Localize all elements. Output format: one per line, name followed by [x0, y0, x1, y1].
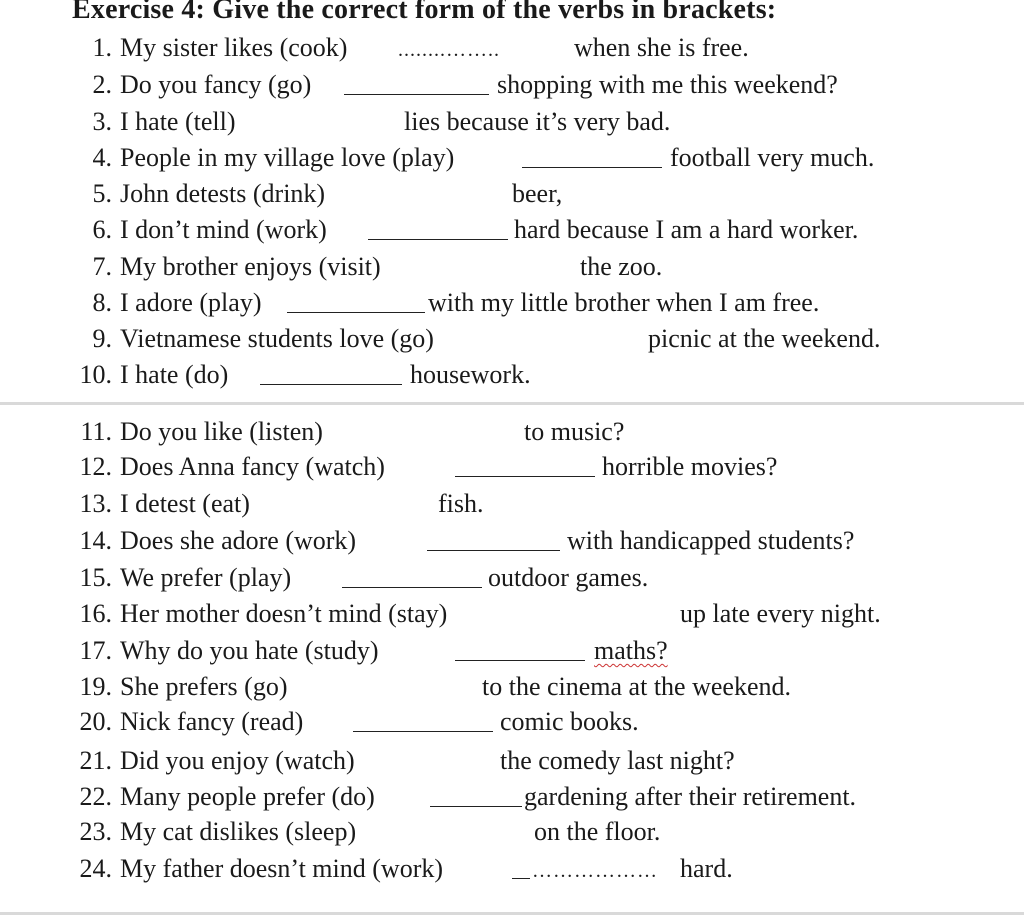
answer-blank[interactable] — [368, 213, 508, 240]
item-rest: hard because I am a hard worker. — [514, 215, 859, 244]
item-stem: People in my village love (play) — [120, 143, 455, 172]
item-number: 10. — [79, 360, 112, 389]
item-rest: fish. — [438, 489, 484, 518]
item-rest: housework. — [410, 360, 531, 389]
item-number: 22. — [79, 782, 112, 811]
item-rest: with handicapped students? — [567, 526, 855, 555]
item-number: 12. — [79, 452, 112, 481]
item-rest: hard. — [680, 854, 733, 883]
answer-dots[interactable]: ……………… — [532, 860, 658, 882]
item-number: 20. — [79, 707, 112, 736]
item-number: 11. — [80, 417, 112, 446]
item-stem: My cat dislikes (sleep) — [120, 817, 357, 846]
item-stem: Do you like (listen) — [120, 417, 323, 446]
answer-blank[interactable] — [427, 524, 560, 551]
item-rest: on the floor. — [534, 817, 661, 846]
item-rest: the comedy last night? — [500, 746, 735, 775]
item-stem: Did you enjoy (watch) — [120, 746, 355, 775]
item-number: 23. — [79, 817, 112, 846]
answer-blank[interactable] — [512, 852, 530, 879]
answer-blank[interactable] — [522, 141, 662, 168]
item-rest: when she is free. — [574, 33, 749, 62]
item-rest: lies because it’s very bad. — [404, 107, 671, 136]
item-number: 4. — [92, 143, 112, 172]
item-number: 14. — [79, 526, 112, 555]
item-number: 13. — [79, 489, 112, 518]
item-stem: We prefer (play) — [120, 563, 292, 592]
exercise-title: Exercise 4: Give the correct form of the verbs in brackets: — [72, 0, 777, 25]
item-stem: Does Anna fancy (watch) — [120, 452, 385, 481]
section-divider — [0, 402, 1024, 405]
answer-dots[interactable]: ........…….. — [398, 39, 500, 61]
item-rest: shopping with me this weekend? — [497, 70, 838, 99]
item-number: 9. — [92, 324, 112, 353]
item-rest: football very much. — [670, 143, 875, 172]
item-rest: picnic at the weekend. — [648, 324, 881, 353]
item-number: 16. — [79, 599, 112, 628]
item-stem: I adore (play) — [120, 288, 262, 317]
answer-blank[interactable] — [455, 634, 585, 661]
item-stem: Do you fancy (go) — [120, 70, 312, 99]
answer-blank[interactable] — [260, 358, 402, 385]
item-rest: beer, — [512, 179, 563, 208]
answer-blank[interactable] — [287, 286, 425, 313]
item-rest: maths? — [594, 636, 668, 665]
item-number: 21. — [79, 746, 112, 775]
item-stem: My sister likes (cook) — [120, 33, 348, 62]
item-stem: Her mother doesn’t mind (stay) — [120, 599, 448, 628]
answer-blank[interactable] — [455, 450, 595, 477]
item-stem: I hate (do) — [120, 360, 229, 389]
item-number: 2. — [92, 70, 112, 99]
item-stem: Does she adore (work) — [120, 526, 357, 555]
item-stem: John detests (drink) — [120, 179, 326, 208]
item-rest: to music? — [524, 417, 625, 446]
answer-blank[interactable] — [430, 780, 522, 807]
item-rest: with my little brother when I am free. — [428, 288, 820, 317]
item-stem: I hate (tell) — [120, 107, 236, 136]
item-number: 15. — [79, 563, 112, 592]
bottom-border — [0, 912, 1024, 915]
item-number: 3. — [92, 107, 112, 136]
answer-blank[interactable] — [342, 561, 482, 588]
item-number: 6. — [92, 215, 112, 244]
item-rest: horrible movies? — [602, 452, 778, 481]
item-stem: Nick fancy (read) — [120, 707, 304, 736]
item-rest: the zoo. — [580, 252, 663, 281]
item-rest: outdoor games. — [488, 563, 649, 592]
item-stem: Vietnamese students love (go) — [120, 324, 434, 353]
answer-blank[interactable] — [344, 68, 489, 95]
item-stem: My father doesn’t mind (work) — [120, 854, 444, 883]
item-number: 24. — [79, 854, 112, 883]
item-rest: to the cinema at the weekend. — [482, 672, 791, 701]
item-stem: She prefers (go) — [120, 672, 288, 701]
item-rest: comic books. — [500, 707, 639, 736]
item-number: 17. — [79, 636, 112, 665]
item-number: 1. — [92, 33, 112, 62]
item-stem: Many people prefer (do) — [120, 782, 375, 811]
item-stem: My brother enjoys (visit) — [120, 252, 381, 281]
item-rest: gardening after their retirement. — [524, 782, 857, 811]
item-number: 8. — [92, 288, 112, 317]
item-number: 7. — [92, 252, 112, 281]
item-number: 19. — [79, 672, 112, 701]
item-number: 5. — [92, 179, 112, 208]
item-rest: up late every night. — [680, 599, 881, 628]
answer-blank[interactable] — [353, 705, 493, 732]
item-stem: I don’t mind (work) — [120, 215, 327, 244]
item-stem: I detest (eat) — [120, 489, 250, 518]
item-stem: Why do you hate (study) — [120, 636, 379, 665]
